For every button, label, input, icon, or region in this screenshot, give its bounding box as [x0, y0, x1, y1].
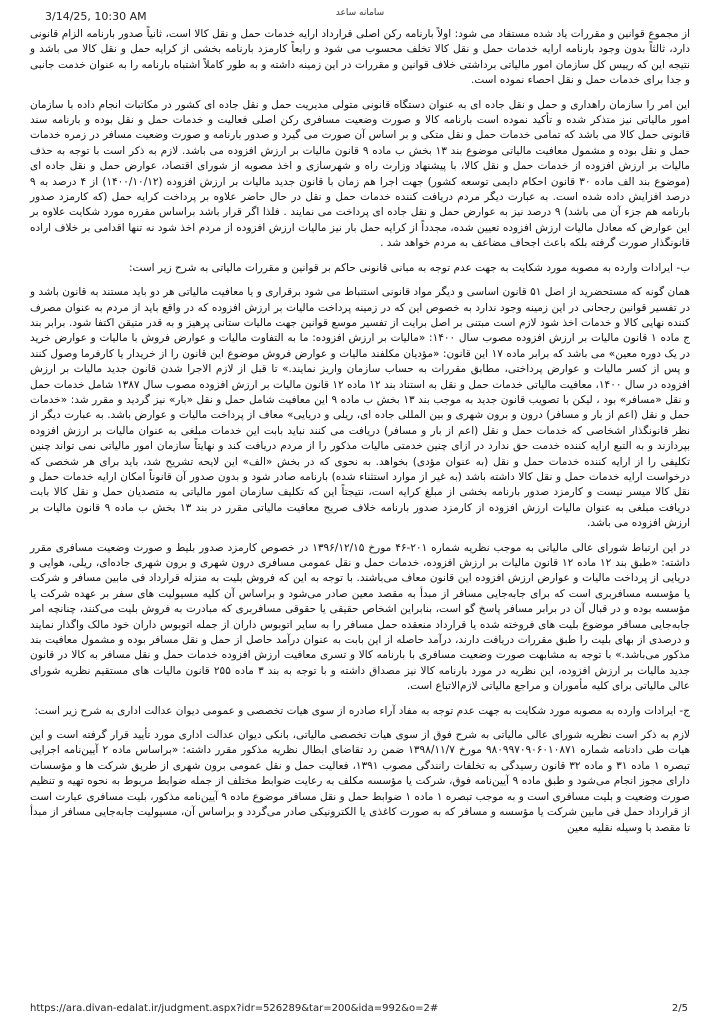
print-header	[0, 6, 720, 24]
source-url: https://ara.divan-edalat.ir/judgment.aspx?idr=526289&tar=200&ida=992&o=2#	[30, 1003, 439, 1014]
print-datetime: 3/14/25, 10:30 AM	[45, 10, 147, 23]
document-body	[30, 27, 690, 845]
section-heading-b: ب- ایرادات وارده به مصوبه مورد شکایت به جهت عدم توجه به مبانی قانونی حاکم بر قوانین و مقررات مالیاتی به شرح زیر است:	[128, 261, 690, 274]
paragraph-specialized-board-ruling: لازم به ذکر است نظریه شورای عالی مالیاتی به شرح فوق از سوی هیات تخصصی مالیاتی، بانکی دیوان عدالت اداری مورد تأیید قرار گرفته است و این هیات طی دادنامه شماره ۹۸۰۹۹۷۰۹۰۶۰۱۰۸۷۱ مورخ ۱۳۹۸/۱۱/۷ ضمن رد تقاضای ابطال نظریه مذکور مقرر داشته: «براساس ماده ۲ آیین‌نامه اجرایی تبصره ۱ ماده ۳۱ و ماده ۳۲ قانون رسیدگی به تخلفات رانندگی مصوب ۱۳۹۱، فعالیت حمل و نقل عمومی برون شهری از طریق شرکت ها و مؤسسات دارای مجوز انجام می‌شود و طبق ماده ۹ آیین‌نامه فوق، شرکت یا مؤسسه مکلف به رعایت ضوابط مختلف از جمله ضوابط مربوط به نحوه تهیه و تنظیم صورت وضعیت و بلیت مسافری است و به موجب تبصره ۱ ماده ۱ ضوابط حمل و نقل مسافر موضوع ماده ۹ آیین‌نامه مذکور، بلیت مسافری عبارت است از قرارداد حمل فی مابین شرکت یا مؤسسه و مسافر که به صورت کاغذی یا الکترونیکی صادر می‌گردد و براساس آن، مسیولیت جابه‌جایی مسافر از مبدأ تا مقصد با وسیله نقلیه معین	[30, 729, 690, 834]
print-footer	[0, 1000, 720, 1016]
paragraph-tax-council-opinion: در این ارتباط شورای عالی مالیاتی به موجب نظریه شماره ۲۰۱-۴۶ مورخ ۱۳۹۶/۱۲/۱۵ در خصوص کارمزد صدور بلیط و صورت وضعیت مسافری مقرر داشته: «طبق بند ۱۲ ماده ۱۲ قانون مالیات بر ارزش افزوده، خدمات حمل و نقل عمومی مسافری درون شهری و برون شهری جاده‌ای، ریلی، هوایی و دریایی از پرداخت مالیات و عوارض ارزش افزوده این قانون معاف می‌باشند. با توجه به این که فروش بلیت به منزله قرارداد فی مابین مسافر و شرکت یا مؤسسه مسافربری است که برای جابه‌جایی مسافر از مبدأ به مقصد معین صادر می‌شود و براساس آن کلیه مسیولیت های سفر بر عهده شرکت یا مؤسسه بوده و در قبال آن در برابر مسافر پاسخ گو است، بنابراین اشخاص حقیقی یا حقوقی مسافربری که مبادرت به فروش بلیت می‌کنند، چنانچه امر جابه‌جایی مسافر موضوع بلیت های فروخته شده یا قرارداد منعقده حمل مسافر را به سایر اتوبوس داران از جمله اتوبوس داران خود مالک واگذار نمایند و درصدی از بهای بلیت را طبق مقررات دریافت دارند، درآمد حاصله از این بابت به عنوان درآمد حاصل از حمل و نقل مسافر بوده و مشمول معافیت بند مذکور می‌باشد.» با توجه به مشابهت صورت وضعیت مسافری با بارنامه کالا و تسری معافیت ارزش افزوده خدمات حمل و نقل مسافر به کالا در قانون جدید مالیات بر ارزش افزوده، این نظریه در مورد بارنامه کالا نیز مصداق داشته و با توجه به بند ۳ ماده ۲۵۵ قانون مالیات های مستقیم نظریه شورای عالی مالیاتی برای کلیه مأموران و مراجع مالیاتی لازم‌الاتباع است.	[30, 541, 690, 693]
page-number: 2/5	[671, 1003, 688, 1014]
paragraph-road-organization: این امر را سازمان راهداری و حمل و نقل جاده ای به عنوان دستگاه قانونی متولی مدیریت حمل و نقل جاده ای کشور در مکاتبات انجام داده با سازمان امور مالیاتی نیز متذکر شده و تأکید نموده است بارنامه کالا و صورت وضعیت مسافری رکن اصلی فعالیت و خدمات حمل و نقل بوده و بارنامه سند قانونی حمل کالا می باشد که تمامی خدمات حمل و نقل متکی و بر اساس آن صورت می گیرد و صدور بارنامه و صورت وضعیت مسافر در زمره خدمات حمل و نقل بوده و مشمول معافیت مالیاتی موضوع بند ۱۳ بخش ب ماده ۹ قانون مالیات بر ارزش افزوده می باشد. لازم به ذکر است با توجه به حذف مالیات بر ارزش افزوده از خدمات حمل و نقل کالا، با پیشنهاد وزارت راه و شهرسازی و اخذ مصوبه از شورای اقتصاد، عوارض حمل و نقل جاده ای (موضوع بند الف ماده ۳۰ قانون احکام دایمی توسعه کشور) جهت اجرا هم زمان با قانون جدید مالیات بر ارزش افزوده (۱۴۰۰/۱۰/۱۲) از ۴ درصد به ۹ درصد افزایش داده شده است. به عبارت دیگر مردم دریافت کننده خدمات حمل و نقل در حال حاضر علاوه بر پرداخت کرایه حمل (که کارمزد صدور بارنامه هم جزء آن می باشد) ۹ درصد نیز به عوارض حمل و نقل جاده ای پرداخت می نمایند . فلذا اگر قرار باشد براساس مقرره مورد شکایت علاوه بر این عوارض که معادل مالیات ارزش افزوده تعیین شده، مجدداً از کرایه حمل بار نیز مالیات ارزش افزوده از مردم اخذ شود نه تنها اقدامی بر خلاف اراده قانونگذار صورت گرفته بلکه باعث اجحاف مضاعف به مردم خواهد شد .	[30, 98, 691, 250]
section-heading-j: ج- ایرادات وارده به مصوبه مورد شکایت به جهت عدم توجه به مفاد آراء صادره از سوی هیات تخصصی و عمومی دیوان عدالت اداری به شرح زیر است:	[34, 704, 690, 717]
site-title: سامانه ساعد	[335, 8, 385, 18]
paragraph-legal-basis: همان گونه که مستحضرید از اصل ۵۱ قانون اساسی و دیگر مواد قانونی استنباط می شود برقراری و یا معافیت مالیاتی هر دو باید مستند به قانون باشد و در تفسیر قوانین رجحانی در این زمینه وجود ندارد به خصوص این که در زمینه پرداخت مالیات بر ارزش افزوده که در واقع باید از مردم به عنوان مصرف کننده نهایی کالا و خدمات اخذ شود لازم است مبتنی بر اصل برایت از تفسیر موسع قوانین جهت مالیات ستانی پرهیز و به قدر متیقن اکتفا شود. برابر بند ج ماده ۱ قانون مالیات بر ارزش افزوده مصوب سال ۱۴۰۰: «مالیات بر ارزش افزوده: ما به التفاوت مالیات و عوارض فروش با مالیات و عوارض خرید در یک دوره معین» می باشد که برابر ماده ۱۷ این قانون: «مؤدیان مکلفند مالیات و عوارض فروش موضوع این قانون را از خریدار یا کارفرما وصول کنند و پس از کسر مالیات و عوارض پرداختی، مطابق مقررات به حساب سازمان واریز نمایند.» تا قبل از لازم الاجرا شدن قانون جدید مالیات بر ارزش افزوده در سال ۱۴۰۰، معافیت مالیاتی خدمات حمل و نقل به استناد بند ۱۲ ماده ۱۲ قانون مالیات بر ارزش افزوده مصوب سال ۱۳۸۷ شامل خدمات حمل و نقل «مسافر» بود ، لیکن با تصویب قانون جدید به موجب بند ۱۳ بخش ب ماده ۹ این معافیت شامل حمل و نقل «بار» نیز گردید و مقرر شد: «خدمات حمل و نقل (اعم از بار و مسافر) درون و برون شهری و بین المللی جاده ای، ریلی و دریایی» معاف از پرداخت مالیات و عوارض باشد. به عبارت دیگر از نظر قانونگذار اشخاصی که خدمات حمل و نقل (اعم از بار و مسافر) دریافت می کنند نباید بابت این خدمات مبلغی به عنوان مالیات بر ارزش افزوده بپردازند و به التبع ارایه کننده خدمت حق ندارد در ازای چنین خدمتی مالیات مذکور را از مردم دریافت کند و نهایتاً سازمان امور مالیاتی نمی تواند چنین تکلیفی را از ارایه کننده خدمات حمل و نقل (به عنوان مؤدی) بخواهد. به نحوی که در بخش «الف» این لایحه تشریح شد، باید برای هر شخصی که درخواست ارایه خدمات حمل و نقل کالا داشته باشد (به غیر از موارد استثناء شده) بارنامه صادر شود و بدون صدور آن قانوناً امکان ارایه خدمات حمل و نقل کالا میسر نیست و کارمزد صدور بارنامه بخشی از مبلغ کرایه است، نتیجتاً این که تکلیف سازمان امور مالیاتی به متصدیان حمل و نقل کالا بابت دریافت مبلغی به عنوان مالیات ارزش افزوده از کارمزد صدور بارنامه خلاف صریح معافیت مالیاتی مقرر در بند ۱۳ بخش ب ماده ۹ قانون مالیات بر ارزش افزوده می باشد.	[30, 286, 691, 530]
paragraph-intro-conclusions: از مجموع قوانین و مقررات یاد شده مستفاد می شود: اولاً بارنامه رکن اصلی قرارداد ارایه خدمات حمل و نقل کالا است، ثانیاً صدور بارنامه الزام قانونی دارد، ثالثاً بدون وجود بارنامه ارایه خدمات حمل و نقل کالا تخلف محسوب می شود و رابعاً کارمزد بارنامه بخشی از کرایه حمل و نقل کالا می باشد و نتیجه این که رییس کل سازمان امور مالیاتی برداشتی خلاف قوانین و مقررات در این زمینه داشته و به طور کاملاً اشتباه بارنامه را به عنوان خدمت جانبی و جدا برای خدمات حمل و نقل احصاء نموده است.	[30, 28, 690, 87]
